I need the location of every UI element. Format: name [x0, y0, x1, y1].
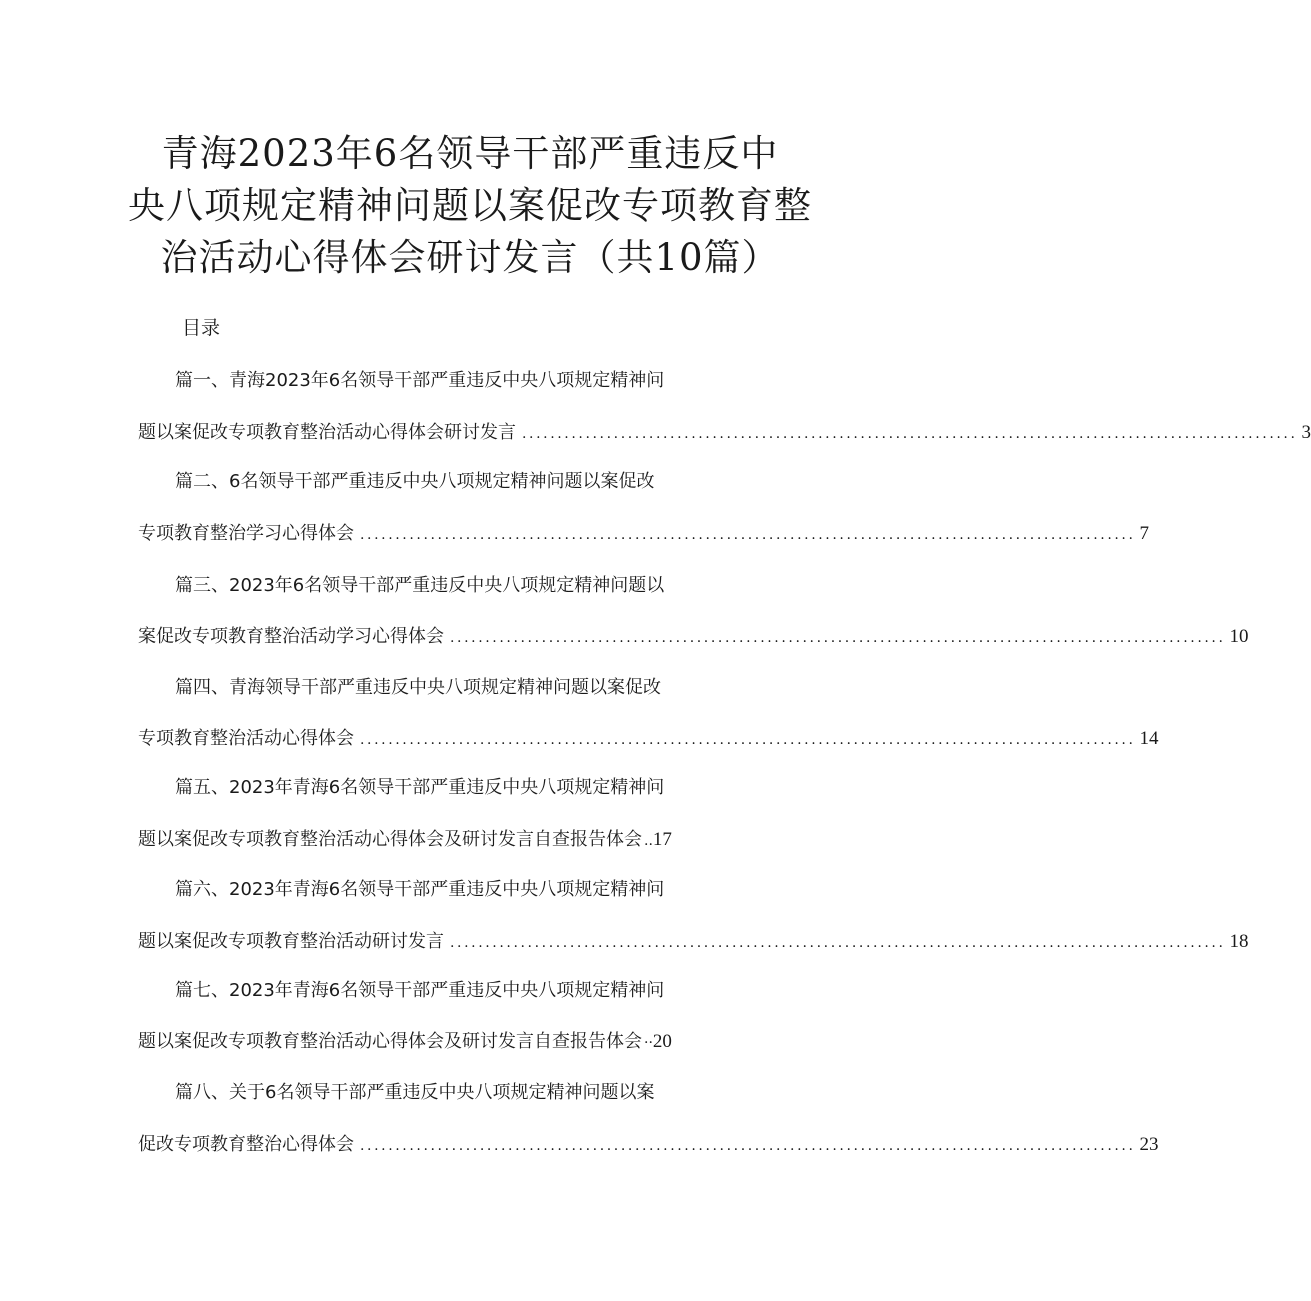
dot-leader: .. — [644, 833, 653, 849]
toc-page-number: 7 — [1139, 523, 1150, 544]
toc-entry-2-line2[interactable] — [138, 522, 1150, 547]
title-line-2: 央八项规定精神问题以案促改专项教育整 — [128, 184, 812, 227]
dot-leader: .............................................................................................................. — [360, 1138, 1136, 1154]
toc-page-number: 17 — [652, 829, 672, 850]
dot-leader: .............................................................................................................. — [522, 426, 1298, 442]
dot-leader: ·· — [644, 1035, 653, 1051]
toc-entry-5-line1[interactable]: 篇五、2023年青海6名领导干部严重违反中央八项规定精神问 — [175, 777, 665, 798]
dot-leader: .............................................................................................................. — [360, 732, 1136, 748]
toc-entry-8-line1[interactable]: 篇八、关于6名领导干部严重违反中央八项规定精神问题以案 — [175, 1082, 655, 1103]
toc-entry-8-line2[interactable] — [138, 1133, 1159, 1158]
toc-entry-6-line2[interactable] — [138, 930, 1249, 955]
toc-entry-3-line2[interactable] — [138, 625, 1249, 650]
toc-entry-7-line1[interactable]: 篇七、2023年青海6名领导干部严重违反中央八项规定精神问 — [175, 980, 665, 1001]
toc-entry-6-line1[interactable]: 篇六、2023年青海6名领导干部严重违反中央八项规定精神问 — [175, 879, 665, 900]
toc-page-number: 18 — [1229, 931, 1249, 952]
toc-entry-2-line1[interactable]: 篇二、6名领导干部严重违反中央八项规定精神问题以案促改 — [175, 471, 655, 492]
dot-leader: .............................................................................................................. — [360, 527, 1136, 543]
toc-entry-1-line1[interactable]: 篇一、青海2023年6名领导干部严重违反中央八项规定精神问 — [175, 370, 665, 391]
toc-entry-1-line2[interactable] — [138, 421, 1311, 446]
title-line-1: 青海2023年6名领导干部严重违反中 — [161, 132, 779, 175]
toc-entry-text: 案促改专项教育整治活动学习心得体会 — [138, 626, 444, 647]
toc-entry-text: 题以案促改专项教育整治活动心得体会研讨发言 — [138, 422, 516, 443]
toc-page-number: 10 — [1229, 626, 1249, 647]
toc-page-number: 14 — [1139, 728, 1159, 749]
toc-entry-3-line1[interactable]: 篇三、2023年6名领导干部严重违反中央八项规定精神问题以 — [175, 575, 665, 596]
toc-entry-7-line2[interactable] — [138, 1030, 775, 1055]
toc-page-number: 3 — [1301, 422, 1311, 443]
toc-page-number: 20 — [652, 1031, 672, 1052]
toc-entry-text: 促改专项教育整治心得体会 — [138, 1134, 354, 1155]
toc-page-number: 23 — [1139, 1134, 1159, 1155]
toc-entry-4-line2[interactable] — [138, 727, 1159, 752]
dot-leader: .............................................................................................................. — [450, 630, 1226, 646]
toc-entry-text: 题以案促改专项教育整治活动心得体会及研讨发言自查报告体会 — [138, 1031, 642, 1052]
toc-entry-text: 专项教育整治学习心得体会 — [138, 523, 354, 544]
toc-entry-text: 专项教育整治活动心得体会 — [138, 728, 354, 749]
toc-entry-5-line2[interactable] — [138, 828, 775, 853]
toc-entry-text: 题以案促改专项教育整治活动心得体会及研讨发言自查报告体会 — [138, 829, 642, 850]
toc-heading: 目录 — [182, 317, 221, 339]
toc-entry-4-line1[interactable]: 篇四、青海领导干部严重违反中央八项规定精神问题以案促改 — [175, 677, 661, 698]
dot-leader: .............................................................................................................. — [450, 935, 1226, 951]
toc-entry-text: 题以案促改专项教育整治活动研讨发言 — [138, 931, 444, 952]
title-line-3: 治活动心得体会研讨发言（共10篇） — [160, 236, 780, 279]
